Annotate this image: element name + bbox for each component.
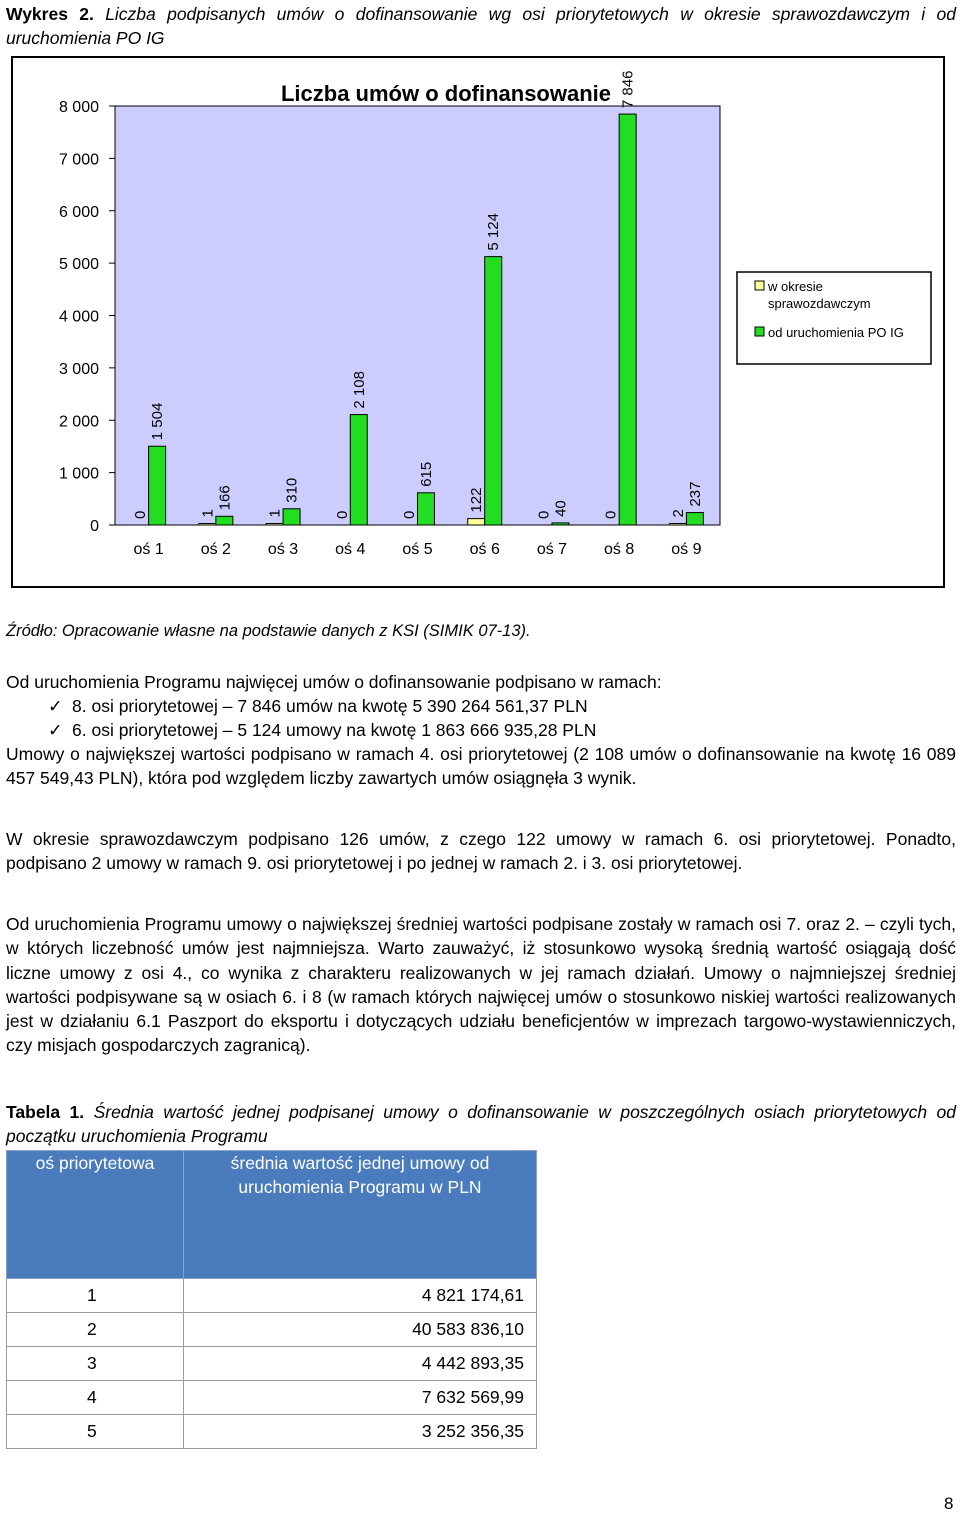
bar-since-launch (552, 523, 569, 525)
legend-swatch-reporting (755, 281, 764, 290)
x-tick-label: oś 1 (133, 541, 164, 558)
table-row (7, 1415, 537, 1449)
chart-caption-text: Liczba podpisanych umów o dofinansowanie wg osi priorytetowych w okresie sprawozdawczym i od uruchomienia PO IG (6, 4, 956, 48)
table-caption-text: Średnia wartość jednej podpisanej umowy o dofinansowanie w poszczególnych osiach priorytetowych od początku uruchomienia Programu (6, 1102, 956, 1146)
chart-frame (11, 56, 945, 588)
table-cell-axis: 4 (7, 1381, 184, 1415)
legend-label-reporting-line1: w okresie (768, 279, 823, 294)
data-label-since-launch: 1 504 (149, 402, 167, 441)
table-header-axis: oś priorytetowa (7, 1151, 184, 1279)
bar-chart (13, 58, 943, 586)
table-row (7, 1279, 537, 1313)
data-label-reporting: 1 (199, 509, 217, 518)
check-item (48, 694, 588, 718)
bar-since-launch (149, 446, 166, 525)
chart-caption-label: Wykres 2. (6, 4, 94, 24)
data-label-reporting: 1 (266, 509, 284, 518)
data-label-since-launch: 2 108 (350, 371, 368, 409)
paragraph-largest-value: Umowy o największej wartości podpisano w ramach 4. osi priorytetowej (2 108 umów o dofinansowanie na kwotę 16 089 457 549,43 PLN), która pod względem liczby zawartych umów osiągnęła 3 wynik. (6, 744, 956, 789)
y-tick-label: 8 000 (58, 99, 99, 116)
data-label-reporting: 0 (132, 510, 150, 519)
table-cell-value: 3 252 356,35 (184, 1415, 537, 1449)
average-value-table (6, 1150, 537, 1449)
paragraph-average-value: Od uruchomienia Programu umowy o największej średniej wartości podpisane zostały w ramach osi 7. oraz 2. – czyli tych, w których liczebność umów jest najmniejsza. Warto zauważyć, iż stosunkowo wysoką średnią wartość osiągają dość liczne umowy z osi 4., co wynika z charakteru realizowanych w jej ramach działań. Umowy o najmniejszej średniej wartości podpisywane są w osiach 6. i 8 (w ramach których najwięcej umów o stosunkowo niskiej wartości realizowanych jest w działaniu 6.1 Paszport do eksportu i dotyczących udziału beneficjentów w imprezach targowo-wystawienniczych, czy misjach gospodarczych zagranicą). (6, 914, 956, 1056)
paragraph-reporting-period: W okresie sprawozdawczym podpisano 126 umów, z czego 122 umowy w ramach 6. osi priorytetowej. Ponadto, podpisano 2 umowy w ramach 9. osi priorytetowej i po jednej w ramach 2. i 3. osi priorytetowej. (6, 829, 956, 874)
y-tick-label: 2 000 (58, 413, 99, 431)
y-tick-label: 0 (90, 518, 99, 535)
table-caption-label: Tabela 1. (6, 1102, 85, 1122)
chart-caption (6, 2, 956, 50)
check-item-text: 6. osi priorytetowej – 5 124 umowy na kwotę 1 863 666 935,28 PLN (72, 720, 597, 740)
data-label-since-launch: 7 846 (619, 70, 637, 109)
table-header-average: średnia wartość jednej umowy od uruchomienia Programu w PLN (184, 1151, 537, 1279)
table-cell-value: 4 821 174,61 (184, 1279, 537, 1313)
checkmark-icon: ✓ (48, 720, 63, 740)
y-tick-label: 3 000 (58, 360, 99, 378)
table-cell-axis: 3 (7, 1347, 184, 1381)
y-tick-label: 5 000 (58, 256, 99, 274)
data-label-reporting: 0 (401, 510, 418, 519)
x-tick-label: oś 9 (671, 541, 702, 558)
source-note: Źródło: Opracowanie własne na podstawie danych z KSI (SIMIK 07-13). (6, 622, 531, 640)
bar-since-launch (485, 257, 502, 525)
y-tick-label: 7 000 (58, 151, 99, 169)
table-cell-value: 40 583 836,10 (184, 1313, 537, 1347)
x-tick-label: oś 8 (604, 541, 635, 558)
data-label-reporting: 122 (468, 487, 486, 513)
x-tick-label: oś 2 (200, 541, 231, 558)
bar-reporting-period (669, 524, 686, 526)
table-row (7, 1313, 537, 1347)
page-number: 8 (944, 1494, 954, 1513)
data-label-reporting: 2 (669, 509, 687, 518)
bar-since-launch (418, 493, 435, 525)
bar-reporting-period (468, 519, 485, 525)
table-caption (6, 1100, 956, 1148)
bar-reporting-period (199, 524, 216, 526)
table-cell-value: 4 442 893,35 (184, 1347, 537, 1381)
x-tick-label: oś 6 (469, 541, 500, 558)
legend-swatch-since-launch (755, 327, 764, 336)
table-cell-axis: 1 (7, 1279, 184, 1313)
legend-label-since-launch: od uruchomienia PO IG (768, 325, 904, 340)
x-tick-label: oś 7 (536, 541, 568, 558)
table-row (7, 1347, 537, 1381)
data-label-reporting: 0 (602, 510, 620, 519)
table-row (7, 1381, 537, 1415)
y-tick-label: 6 000 (58, 203, 99, 221)
legend-box (737, 272, 931, 364)
x-tick-label: oś 5 (402, 541, 433, 558)
data-label-since-launch: 615 (418, 461, 435, 487)
data-label-since-launch: 237 (686, 481, 704, 507)
table-cell-axis: 5 (7, 1415, 184, 1449)
bar-since-launch (283, 509, 300, 525)
table-cell-value: 7 632 569,99 (184, 1381, 537, 1415)
data-label-reporting: 0 (333, 510, 351, 519)
y-tick-label: 4 000 (58, 308, 99, 326)
data-label-since-launch: 5 124 (485, 213, 503, 251)
data-label-since-launch: 166 (216, 485, 234, 511)
x-tick-label: oś 3 (267, 541, 299, 558)
intro-paragraph: Od uruchomienia Programu najwięcej umów o dofinansowanie podpisano w ramach: (6, 672, 662, 692)
y-tick-label: 1 000 (58, 465, 99, 483)
x-tick-label: oś 4 (335, 541, 366, 558)
data-label-reporting: 0 (535, 510, 553, 519)
bar-since-launch (216, 516, 233, 525)
legend-label-reporting-line2: sprawozdawczym (768, 296, 871, 311)
check-item (48, 718, 596, 742)
chart-title: Liczba umów o dofinansowanie (280, 81, 612, 106)
checkmark-icon: ✓ (48, 696, 63, 716)
check-item-text: 8. osi priorytetowej – 7 846 umów na kwotę 5 390 264 561,37 PLN (72, 696, 588, 716)
bar-since-launch (350, 415, 367, 525)
data-label-since-launch: 310 (283, 477, 301, 503)
data-label-since-launch: 40 (552, 500, 570, 517)
bar-reporting-period (266, 524, 283, 526)
bar-since-launch (619, 114, 636, 525)
bar-since-launch (686, 513, 703, 525)
table-cell-axis: 2 (7, 1313, 184, 1347)
